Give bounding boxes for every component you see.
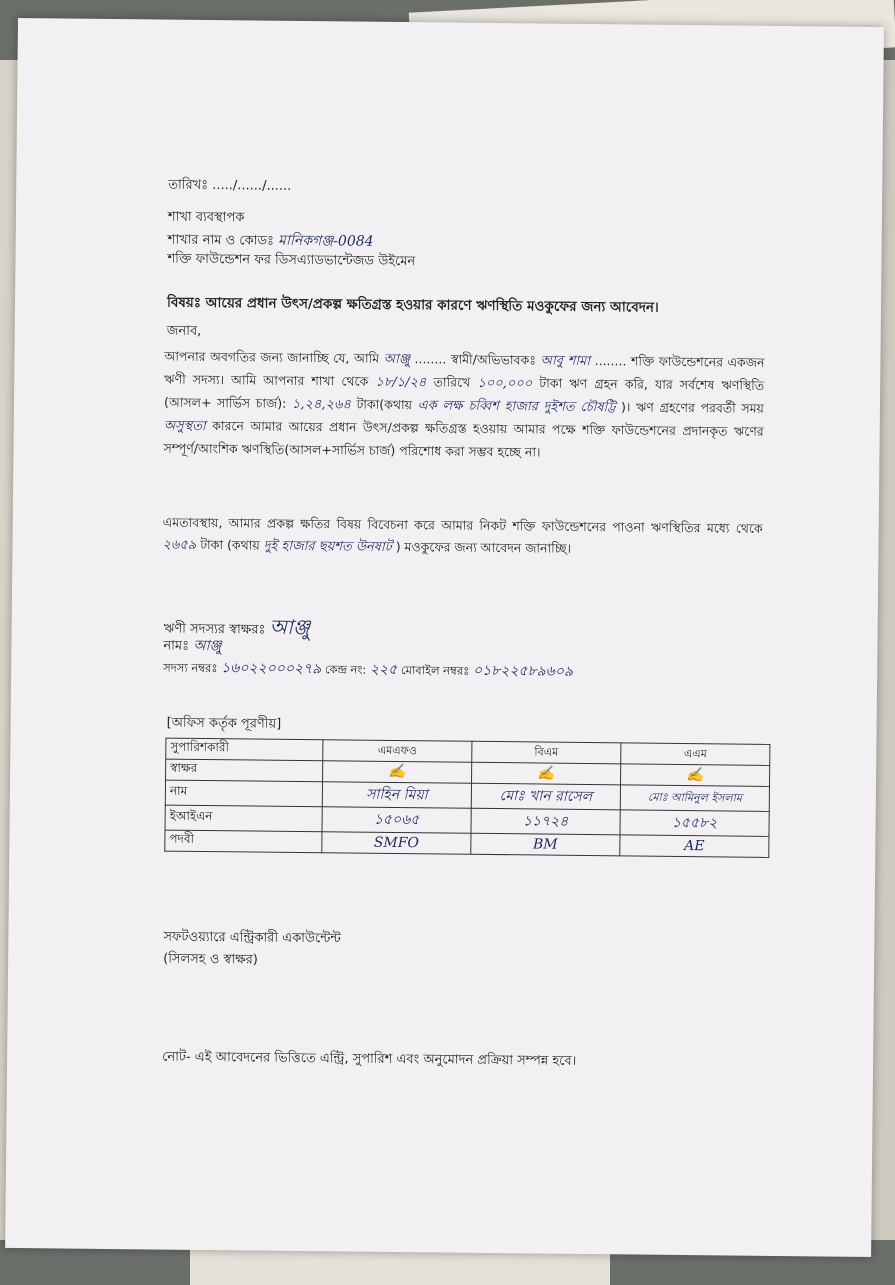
p1-text-5: টাকা ঋণ গ্রহন করি, যার সর্বশেষ ঋণস্থিতি (আসল+ সার্ভিস চার্জ): (163, 375, 765, 411)
organization-name: শক্তি ফাউন্ডেশন ফর ডিসএ্যাডভান্টেজড উইমেন (167, 251, 416, 270)
col-mfo: এমএফও (323, 740, 472, 763)
bm-designation: BM (471, 833, 620, 856)
waiver-amount-words: দুই হাজার ছয়শত উনষাট (263, 538, 392, 555)
col-recommender: সুপারিশকারী (166, 738, 323, 761)
loan-amount: ১০০,০০০ (477, 375, 533, 392)
loan-date: ১৮/১/২৪ (375, 374, 427, 391)
bm-name: মোঃ খান রাসেল (471, 783, 620, 810)
branch-value: মানিকগঞ্জ-0084 (278, 232, 374, 250)
center-label: কেন্দ্র নং: (324, 662, 367, 677)
applicant-name: আঞ্জু (383, 351, 411, 368)
mfo-ein: ১৫০৬৫ (322, 807, 471, 834)
member-name-line (163, 634, 221, 659)
member-no: ১৬০২২০০০২৭৯ (221, 660, 322, 678)
member-name: আঞ্জু (193, 637, 222, 655)
member-signature: আঞ্জু (269, 614, 311, 640)
loan-balance: ১,২৪,২৬৪ (291, 396, 351, 413)
member-name-label: নামঃ (163, 638, 190, 654)
p1-text-7: )। ঋণ গ্রহণের পরবর্তী সময় (620, 399, 765, 416)
loan-balance-words: এক লক্ষ চব্বিশ হাজার দুইশত চৌষট্টি (417, 398, 616, 416)
row-label-ein: ইআইএন (165, 805, 322, 832)
p2-text-2: টাকা (কথায় (200, 536, 260, 553)
p1-text-2: স্বামী/অভিভাবকঃ (450, 351, 536, 368)
am-ein: ১৫৫৮২ (620, 810, 769, 837)
mfo-signature: ✍ (323, 761, 472, 784)
office-heading: [অফিস কর্তৃক পূরণীয়] (166, 715, 282, 732)
am-signature: ✍ (621, 764, 770, 787)
center-no: ২২৫ (369, 661, 398, 679)
member-no-label: সদস্য নম্বরঃ (163, 660, 218, 676)
office-table (164, 738, 770, 858)
paragraph-1: আপনার অবগতির জন্য জানাচ্ছি যে, আমি আঞ্জু ........ স্বামী/অভিভাবকঃ আবু শামা ........ শক্তি ফাউন্ডেশনের একজন ঋণী সদস্য। আমি আপনার শাখা থেকে ১৮/১/২৪ তারিখে ১০০,০০০ টাকা ঋণ গ্রহন করি, যার সর্বশেষ ঋণস্থিতি (আসল+ সার্ভিস চার্জ): ১,২৪,২৬৪ টাকা(কথায় এক লক্ষ চব্বিশ হাজার দুইশত চৌষট্টি )। ঋণ গ্রহণের পরবর্তী সময় অসুস্থতা কারনে আমার আয়ের প্রধান উৎস/প্রকল্প ক্ষতিগ্রস্ত হওয়ায় আমার পক্ষে শক্তি ফাউন্ডেশনের প্রদানকৃত ঋণের সম্পূর্ণ/আংশিক ঋণস্থিতি(আসল+সার্ভিস চার্জ) পরিশোধ করা সম্ভব হচ্ছে না। (163, 348, 765, 460)
col-am: এএম (621, 743, 770, 766)
am-designation: AE (620, 835, 769, 858)
guardian-name: আবু শামা (540, 353, 591, 370)
row-label-designation: পদবী (165, 830, 322, 853)
col-bm: বিএম (472, 741, 621, 764)
subject-line: বিষয়ঃ আয়ের প্রধান উৎস/প্রকল্প ক্ষতিগ্রস্ত হওয়ার কারণে ঋণস্থিতি মওকুফের জন্য আবেদন। (166, 294, 659, 316)
p1-text-1: আপনার অবগতির জন্য জানাচ্ছি যে, আমি (164, 348, 380, 366)
p1-text-6: টাকা(কথায় (356, 396, 413, 413)
row-label-name: নাম (165, 780, 322, 807)
row-label-signature: স্বাক্ষর (166, 759, 323, 782)
mfo-name: সাহিন মিয়া (322, 782, 471, 809)
waiver-amount: ২৬৫৯ (162, 537, 197, 553)
p2-text-3: ) মওকুফের জন্য আবেদন জানাচ্ছি। (395, 538, 572, 556)
p1-text-3: শক্তি ফাউন্ডেশনের একজন ঋণী সদস্য। আমি আপনার শাখা থেকে (164, 353, 765, 389)
p1-text-8: কারনে আমার আয়ের প্রধান উৎস/প্রকল্প ক্ষতিগ্রস্ত হওয়ায় আমার পক্ষে শক্তি ফাউন্ডেশনের প্রদানকৃত ঋণের সম্পূর্ণ/আংশিক ঋণস্থিতি(আসল+সার্ভিস চার্জ) পরিশোধ করা সম্ভব হচ্ছে না। (163, 418, 764, 460)
paragraph-2 (162, 512, 762, 563)
date-label: তারিখঃ (168, 177, 209, 193)
mobile-no: ০১৮২২৫৮৯৬০৯ (472, 662, 574, 680)
bm-signature: ✍ (472, 762, 621, 785)
bm-ein: ১১৭২৪ (471, 808, 620, 835)
footer-note: নোট- এই আবেদনের ভিত্তিতে এন্ট্রি, সুপারিশ এবং অনুমোদন প্রক্রিয়া সম্পন্ন হবে। (162, 1049, 577, 1069)
mobile-label: মোবাইল নম্বরঃ (400, 663, 470, 678)
addressee-title: শাখা ব্যবস্থাপক (167, 209, 245, 226)
accountant-seal-note: (সিলসহ ও স্বাক্ষর) (163, 951, 258, 968)
branch-label: শাখার নাম ও কোডঃ (167, 232, 275, 249)
loss-reason: অসুস্থতা (163, 418, 206, 434)
member-id-line (163, 656, 573, 684)
date-line (168, 176, 291, 198)
salutation: জনাব, (166, 323, 202, 339)
member-signature-label: ঋণী সদস্যর স্বাক্ষরঃ (163, 621, 266, 638)
mfo-designation: SMFO (322, 832, 471, 855)
p1-text-4: তারিখে (433, 374, 471, 390)
application-form-page (5, 18, 884, 1257)
accountant-title: সফটওয়্যারে এন্ট্রিকারী একাউন্টেন্ট (163, 929, 341, 947)
p2-text-1: এমতাবস্থায়, আমার প্রকল্প ক্ষতির বিষয় বিবেচনা করে আমার নিকট শক্তি ফাউন্ডেশনের পাওনা ঋণস্থিতির মধ্যে থেকে (162, 514, 763, 536)
am-name: মোঃ আমিনুল ইসলাম (620, 785, 769, 812)
date-blank: ...../....../...... (212, 178, 292, 194)
